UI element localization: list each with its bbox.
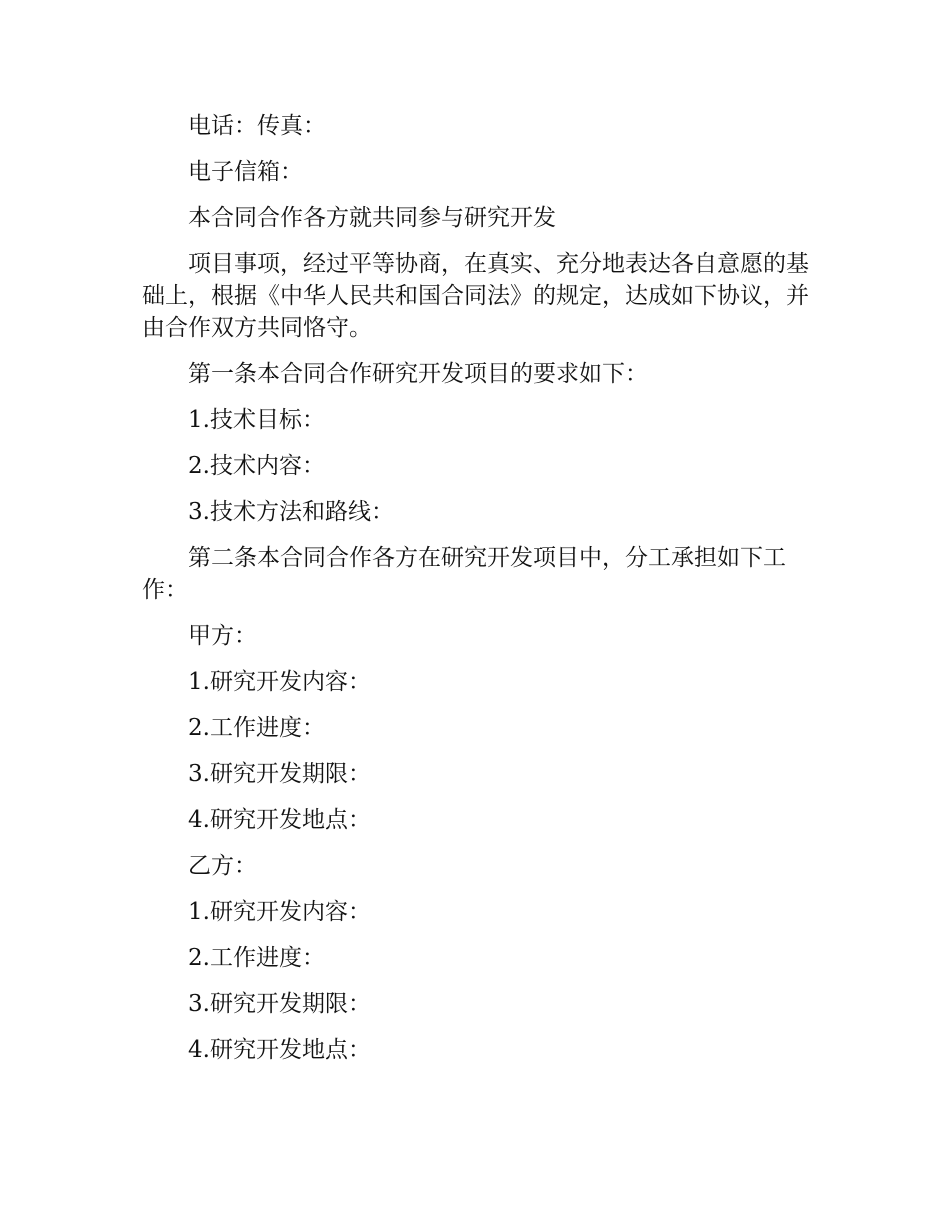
paragraph-party-b-label: 乙方： (188, 853, 257, 879)
paragraph-party-a-item-3: 3.研究开发期限： (188, 761, 371, 787)
paragraph-contact-email: 电子信箱： (188, 159, 303, 185)
paragraph-contact-phone-fax: 电话：传真： (188, 113, 326, 139)
paragraph-intro-parties: 本合同合作各方就共同参与研究开发 (188, 205, 556, 231)
paragraph-article-1-heading: 第一条本合同合作研究开发项目的要求如下： (188, 361, 648, 387)
paragraph-intro-agreement: 项目事项，经过平等协商，在真实、充分地表达各自意愿的基础上，根据《中华人民共和国合同法》的规定，达成如下协议，并由合作双方共同恪守。 (142, 251, 809, 341)
paragraph-party-b-item-1: 1.研究开发内容： (188, 899, 371, 925)
paragraph-party-a-item-4: 4.研究开发地点： (188, 807, 371, 833)
paragraph-article-1-item-2: 2.技术内容： (188, 453, 325, 479)
paragraph-party-a-label: 甲方： (188, 623, 257, 649)
document-body (142, 110, 810, 1080)
paragraph-party-b-item-4: 4.研究开发地点： (188, 1037, 371, 1063)
paragraph-article-1-item-3: 3.技术方法和路线： (188, 499, 394, 525)
paragraph-party-a-item-2: 2.工作进度： (188, 715, 325, 741)
paragraph-party-a-item-1: 1.研究开发内容： (188, 669, 371, 695)
paragraph-party-b-item-2: 2.工作进度： (188, 945, 325, 971)
paragraph-article-1-item-1: 1.技术目标： (188, 407, 325, 433)
paragraph-article-2-heading: 第二条本合同合作各方在研究开发项目中，分工承担如下工作： (142, 545, 786, 603)
paragraph-party-b-item-3: 3.研究开发期限： (188, 991, 371, 1017)
